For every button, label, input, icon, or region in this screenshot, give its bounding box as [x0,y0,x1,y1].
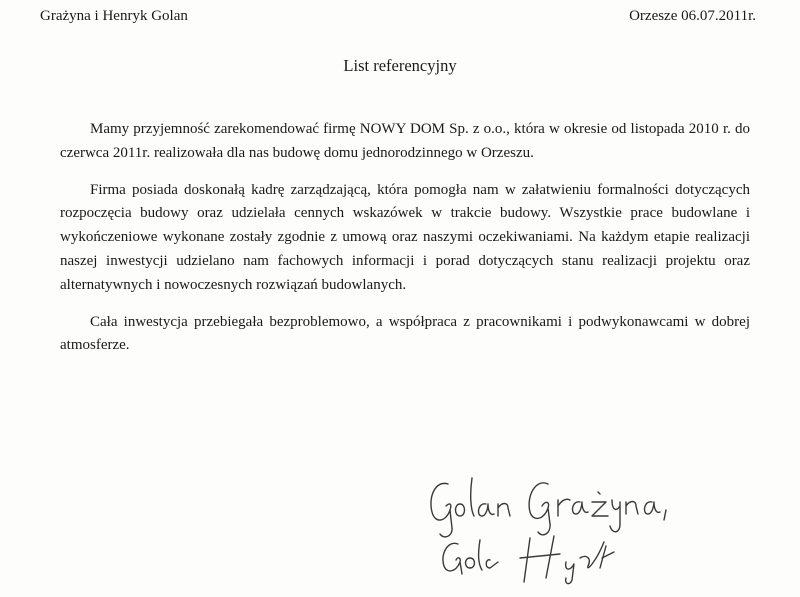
handwritten-signature [420,462,700,587]
paragraph-recommendation: Mamy przyjemność zarekomendować firmę NOWY DOM Sp. z o.o., która w okresie od listopada 2010 r. do czerwca 2011r. realizowała dla nas budowę domu jednorodzinnego w Orzeszu. [60,121,750,161]
paragraph-closing: Cała inwestycja przebiegała bezproblemowo, a współpraca z pracownikami i podwykonawcami w dobrej atmosferze. [60,313,750,354]
place-and-date: Orzesze 06.07.2011r. [629,8,756,24]
sender-name: Grażyna i Henryk Golan [40,8,188,24]
paragraph-company-details: Firma posiada doskonałą kadrę zarządzającą, która pomogła nam w załatwieniu formalności dotyczących rozpoczęcia budowy oraz udzielała cennych wskazówek w trakcie budowy. Wszystkie prace budowlane i wykończeniowe wykonane zostały zgodnie z umową oraz naszymi oczekiwaniami. Na każdym etapie realizacji naszej inwestycji udzielano nam fachowych informacji i porad dotyczących stanu realizacji projektu oraz alternatywnych i nowoczesnych rozwiązań budowlanych. [60,181,750,293]
letter-title: List referencyjny [343,56,457,75]
letter-body [60,118,750,371]
